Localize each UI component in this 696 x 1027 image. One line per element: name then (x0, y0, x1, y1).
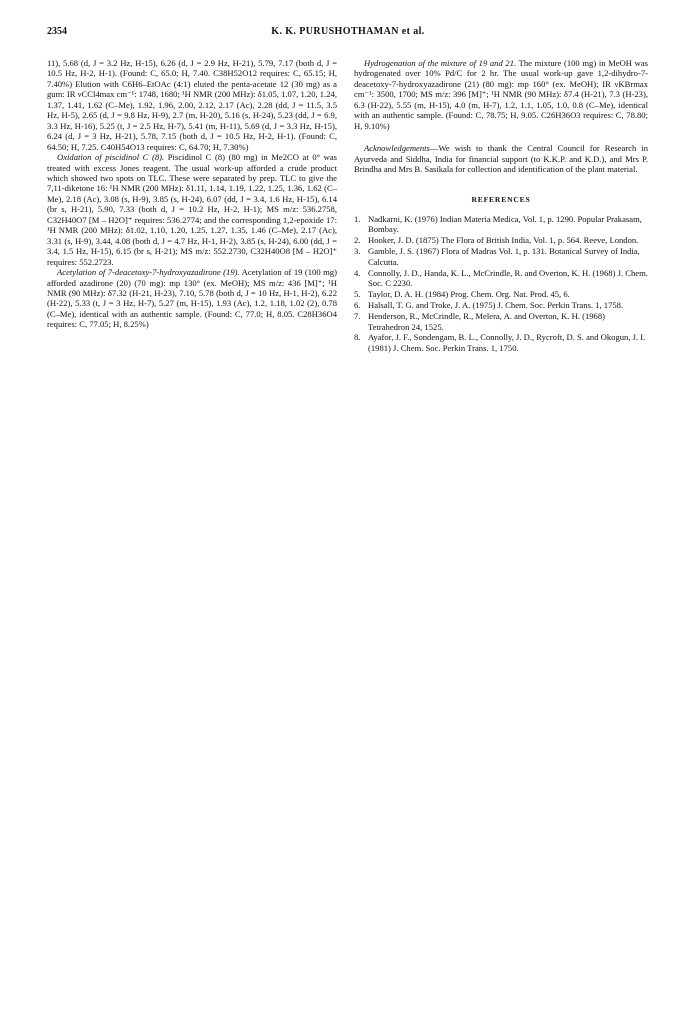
section-heading-acetylation: Acetylation of 7-deacetoxy-7-hydroxyazadirone (19). (57, 267, 240, 278)
left-column (47, 58, 337, 330)
paragraph-hydrogenation (354, 58, 648, 131)
reference-item (354, 332, 648, 353)
paragraph-penta-acetate: 11), 5.68 (d, J = 3.2 Hz, H-15), 6.26 (d, J = 2.9 Hz, H-21), 5.79, 7.17 (both d, J = 10.5 Hz, H-2, H-1). (Found: C, 65.0; H, 7.40. C38H52O12 requires: C, 65.15; H, 7.40%) Elution with C6H6–EtOAc (4:1) eluted the penta-acetate 12 (30 mg) as a gum: IR νCCl4max cm⁻¹: 1748, 1680; ¹H NMR (200 MHz): δ1.05, 1.07, 1.20, 1.24, 1.37, 1.41, 1.62 (C–Me), 1.92, 1.96, 2.00, 2.12, 2.17 (Ac), 2.28 (dd, J = 11.5, 3.5 Hz, H-5), 2.65 (d, J = 9.8 Hz, H-9), 2.7 (m, H-20), 5.16 (s, H-24), 5.23 (dd, J = 6.9, 3.3 Hz, H-16), 5.25 (t, J = 2.5 Hz, H-7), 5.41 (m, H-11), 5.69 (d, J = 3.3 Hz, H-15), 6.24 (d, J = 3 Hz, H-21), 5.78, 7.15 (both d, J = 10.5 Hz, H-2, H-1). (Found: C, 64.50; H, 7.25. C40H54O13 requires: C, 64.70; H, 7.30%) (47, 58, 337, 152)
acknowledgements-heading: Acknowledgements (364, 143, 430, 154)
right-column (354, 58, 648, 354)
reference-number: 6. (354, 300, 361, 311)
reference-item (354, 268, 648, 289)
reference-item (354, 289, 648, 299)
paragraph-oxidation (47, 152, 337, 267)
page-header (0, 26, 696, 42)
reference-text: Gamble, J. S. (1967) Flora of Madras Vol. 1, p. 131. Botanical Survey of India, Calcutta. (368, 246, 640, 267)
references-list (354, 214, 648, 353)
paragraph-hydrogenation-body: The mixture (100 mg) in MeOH was hydrogenated over 10% Pd/C for 2 hr. The usual work-up gave 1,2-dihydro-7-deacetoxy-7-hydroxyazadirone (21) (80 mg): mp 160° (ex. MeOH); IR νKBrmax cm⁻¹: 3500, 1700; MS m/z: 396 [M]⁺; ¹H NMR (90 MHz): δ7.4 (H-21), 7.3 (H-23), 6.3 (H-22), 5.55 (m, H-15), 4.0 (m, H-7), 1.2, 1.1, 1.05, 1.0, 0.8 (C–Me), identical with an authentic sample. (Found: C, 78.75; H, 9.05. C26H36O3 requires: C, 78.80; H, 9.10%) (354, 58, 648, 131)
reference-item (354, 246, 648, 267)
reference-text: Nadkarni, K. (1976) Indian Materia Medica, Vol. 1, p. 1290. Popular Prakasam, Bombay. (368, 213, 642, 235)
reference-text: Ayafor, J. F., Sondengam, B. L., Connolly, J. D., Rycroft, D. S. and Okogun, J. I. (1981) J. Chem. Soc. Perkin Trans. 1, 1750. (368, 332, 646, 353)
reference-item (354, 214, 648, 235)
paragraph-oxidation-body: Piscidinol C (8) (80 mg) in Me2CO at 0° was treated with excess Jones reagent. The usual work-up afforded a crude product which showed two spots on TLC. These were separated by prep. TLC to give the 7,11-diketone 16: ¹H NMR (200 MHz): δ1.11, 1.14, 1.19, 1.22, 1.25, 1.36, 1.62 (C–Me), 2.18 (Ac), 3.08 (s, H-9), 3.85 (s, H-24), 6.07 (dd, J = 3.4, 1.6 Hz, H-15), 6.14 (br s, H-21), 5.90, 7.33 (both d, J = 10.2 Hz, H-2, H-1); MS m/z: 536.2758, C32H40O7 [M – H2O]⁺ requires: 536.2774; and the corresponding 1,2-epoxide 17: ¹H NMR (200 MHz): δ1.02, 1.10, 1.20, 1.25, 1.27, 1.35, 1.46 (C–Me), 2.17 (Ac), 3.31 (s, H-9), 3.44, 4.08 (both d, J = 4.7 Hz, H-1, H-2), 3.85 (s, H-24), 6.00 (dd, J = 3.4, 1.5 Hz, H-15), 6.15 (br s, H-21); MS m/z: 552.2730, C32H40O8 [M – H2O]⁺ requires: 552.2723. (47, 152, 337, 267)
section-heading-oxidation: Oxidation of piscidinol C (8). (57, 152, 165, 163)
reference-text: Connolly, J. D., Handa, K. L., McCrindle, R. and Overton, K. H. (1968) J. Chem. Soc. C 2230. (368, 267, 648, 289)
paragraph-acetylation (47, 267, 337, 330)
reference-item (354, 235, 648, 245)
page-number: 2354 (47, 26, 67, 37)
reference-text: Henderson, R., McCrindle, R., Melera, A. and Overton, K. H. (1968) Tetrahedron 24, 1525. (368, 311, 605, 332)
reference-number: 3. (354, 246, 361, 257)
acknowledgements (354, 143, 648, 174)
references-heading: REFERENCES (471, 194, 531, 204)
reference-number: 4. (354, 267, 361, 278)
reference-text: Halsall, T. G. and Troke, J. A. (1975) J. Chem. Soc. Perkin Trans. 1, 1758. (368, 300, 624, 311)
reference-number: 7. (354, 311, 361, 322)
acknowledgements-body: —We wish to thank the Central Council for Research in Ayurveda and Siddha, India for financial support (to K.K.P. and K.D.), and Mrs P. Brindha and Mrs B. Sasikala for collection and identification of the plant material. (354, 143, 648, 175)
reference-item (354, 311, 648, 332)
reference-number: 5. (354, 289, 361, 300)
paragraph-acetylation-body: Acetylation of 19 (100 mg) afforded azadirone (20) (70 mg): mp 130° (ex. MeOH); MS m/z: 436 [M]⁺; ¹H NMR (90 MHz): δ7.32 (H-21, H-23), 7.10, 5.78 (both d, J = 10 Hz, H-1, H-2), 6.22 (H-22), 5.33 (t, J = 3 Hz, H-7), 5.27 (m, H-15), 1.93 (Ac), 1.2, 1.18, 1.02 (2), 0.78 (C–Me), identical with an authentic sample. (Found: C, 77.0; H, 8.05. C28H36O4 requires: C, 77.05; H, 8.25%) (47, 267, 337, 330)
reference-text: Taylor, D. A. H. (1984) Prog. Chem. Org. Nat. Prod. 45, 6. (368, 289, 570, 300)
section-heading-hydrogenation: Hydrogenation of the mixture of 19 and 21. (364, 58, 517, 68)
reference-number: 1. (354, 213, 361, 224)
reference-number: 2. (354, 235, 361, 246)
reference-item (354, 300, 648, 310)
running-head: K. K. PURUSHOTHAMAN et al. (271, 26, 425, 37)
reference-number: 8. (354, 332, 361, 343)
reference-text: Hooker, J. D. (1875) The Flora of British India, Vol. 1, p. 564. Reeve, London. (368, 235, 639, 246)
